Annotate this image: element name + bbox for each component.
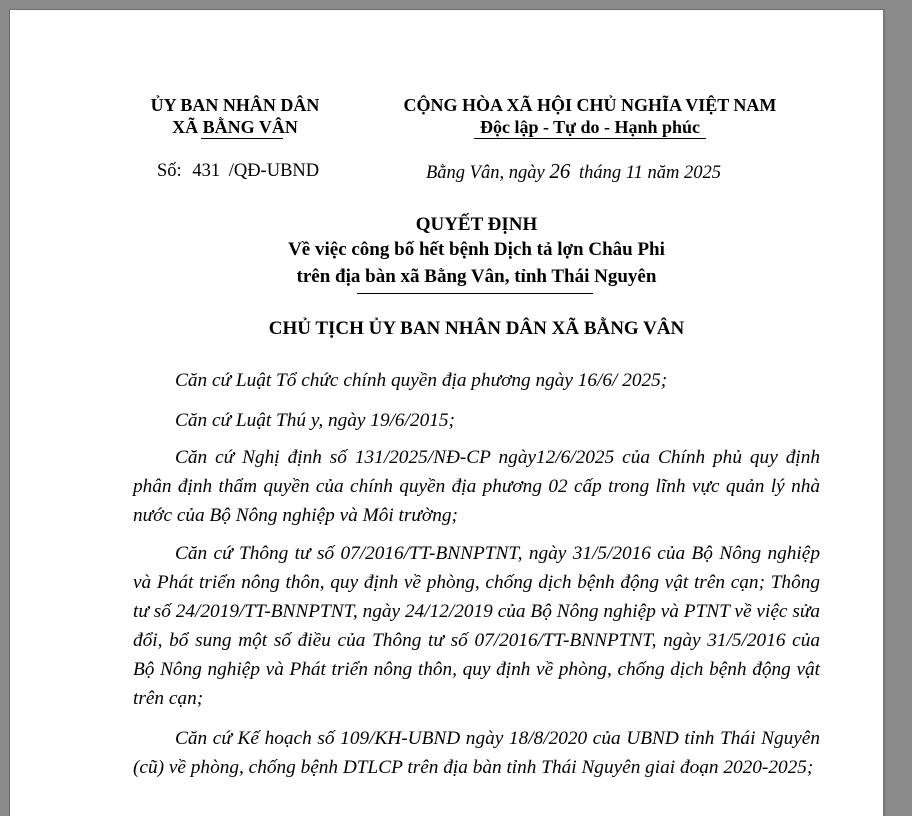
document-page — [9, 9, 883, 816]
place-date-prefix: Bằng Vân, ngày — [426, 163, 545, 183]
nation-motto: Độc lập - Tự do - Hạnh phúc — [479, 117, 701, 137]
nation-name: CỘNG HÒA XÃ HỘI CHỦ NGHĨA VIỆT NAM — [403, 95, 777, 115]
place-date-suffix: tháng 11 năm 2025 — [578, 163, 721, 183]
issuing-authority: CHỦ TỊCH ỦY BAN NHÂN DÂN XÃ BẰNG VÂN — [268, 318, 685, 339]
org-name-line2: XÃ BẰNG VÂN — [172, 117, 298, 137]
org-name-line1: ỦY BAN NHÂN DÂN — [150, 95, 320, 115]
legal-basis-4: Căn cứ Thông tư số 07/2016/TT-BNNPTNT, ngày 31/5/2016 của Bộ Nông nghiệp và Phát triển nông thôn, quy định về phòng, chống dịch bệnh động vật trên cạn; Thông tư số 24/2019/TT-BNNPTNT, ngày 24/12/2019 của Bộ Nông nghiệp và PTNT về việc sửa đổi, bổ sung một số điều của Thông tư số 07/2016/TT-BNNPTNT, ngày 31/5/2016 của Bộ Nông nghiệp và Phát triển nông thôn, quy định về phòng, chống dịch bệnh động vật trên cạn; — [133, 543, 820, 709]
legal-basis-1: Căn cứ Luật Tổ chức chính quyền địa phương ngày 16/6/ 2025; — [175, 370, 668, 391]
decision-heading: QUYẾT ĐỊNH — [415, 214, 538, 235]
number-suffix: /QĐ-UBND — [228, 161, 320, 181]
number-label: Số: — [157, 161, 182, 181]
date-day: 26 — [549, 159, 571, 183]
motto-underline — [474, 138, 706, 139]
org-name-underline — [201, 138, 283, 139]
legal-basis-3: Căn cứ Nghị định số 131/2025/NĐ-CP ngày12/6/2025 của Chính phủ quy định phân định thẩm quyền của chính quyền địa phương 02 cấp trong lĩnh vực quản lý nhà nước của Bộ Nông nghiệp và Môi trường; — [133, 447, 820, 526]
number-value: 431 — [192, 161, 221, 181]
legal-basis-2: Căn cứ Luật Thú y, ngày 19/6/2015; — [175, 410, 455, 431]
place-date — [426, 160, 721, 184]
decision-subject-line1: Về việc công bố hết bệnh Dịch tả lợn Châu Phi — [288, 239, 665, 260]
document-number — [157, 160, 319, 182]
legal-basis-5: Căn cứ Kế hoạch số 109/KH-UBND ngày 18/8/2020 của UBND tỉnh Thái Nguyên (cũ) về phòng, chống bệnh DTLCP trên địa bàn tỉnh Thái Nguyên giai đoạn 2020-2025; — [133, 728, 820, 778]
decision-subject-line2: trên địa bàn xã Bằng Vân, tỉnh Thái Nguyên — [296, 266, 657, 287]
subject-underline — [357, 293, 593, 294]
